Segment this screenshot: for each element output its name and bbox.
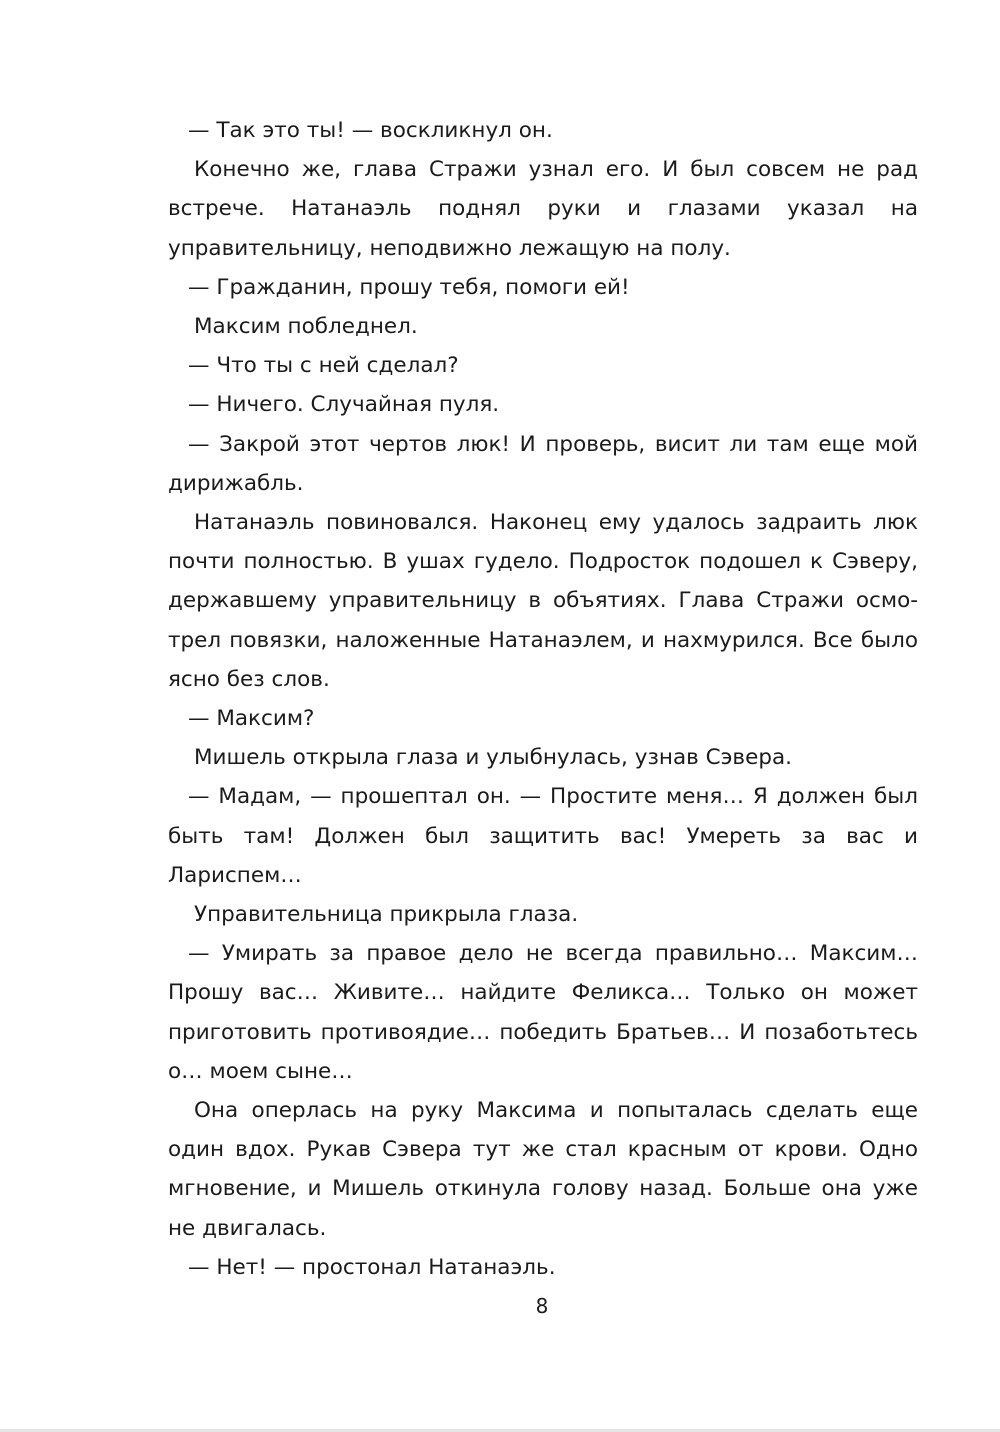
paragraph: Мишель открыла глаза и улыбнулась, узнав Сэвера. — [194, 745, 792, 771]
paragraph: — Ничего. Случайная пуля. — [188, 392, 500, 418]
paragraph: — Закрой этот чертов люк! И проверь, висит ли там еще мой дирижабль. — [168, 431, 918, 496]
paragraph: Управительница прикрыла глаза. — [194, 902, 579, 928]
paragraph: — Максим? — [188, 706, 315, 732]
paragraph: Она оперлась на руку Максима и попыталась сделать еще один вдох. Рукав Сэвера тут же стал красным от крови. Одно мгновение, и Мишель откинула голову назад. Больше она уже не двигалась. — [168, 1098, 918, 1241]
page-number: 8 — [535, 1294, 549, 1318]
paragraph: — Гражданин, прошу тебя, помоги ей! — [188, 274, 630, 300]
paragraph: — Мадам, — прошептал он. — Простите меня… Я должен был быть там! Должен был защитить вас! Умереть за вас и Лариспем… — [168, 784, 918, 888]
body-text — [168, 111, 918, 1287]
paragraph: Максим побледнел. — [194, 314, 418, 340]
paragraph: — Что ты с ней сделал? — [188, 353, 459, 379]
paragraph: Конечно же, глава Стражи узнал его. И был совсем не рад встрече. Натанаэль поднял руки и глазами указал на управительницу, неподвижно лежащую на полу. — [168, 157, 918, 261]
paragraph: — Нет! — простонал Натанаэль. — [188, 1254, 556, 1280]
paragraph: — Так это ты! — воскликнул он. — [188, 118, 553, 143]
paragraph: — Умирать за правое дело не всегда правильно… Максим… Прошу вас… Живите… найдите Феликса… Только он может приготовить противоядие… победить Братьев… И позаботьтесь о… моем сыне… — [168, 941, 918, 1084]
paragraph: Натанаэль повиновался. Наконец ему удалось задраить люк почти полностью. В ушах гудело. Подросток подошел к Сэверу, державшему управительницу в объятиях. Глава Стражи осмотрел повязки, наложенные Натанаэлем, и нахмурился. Все было ясно без слов. — [168, 510, 918, 692]
